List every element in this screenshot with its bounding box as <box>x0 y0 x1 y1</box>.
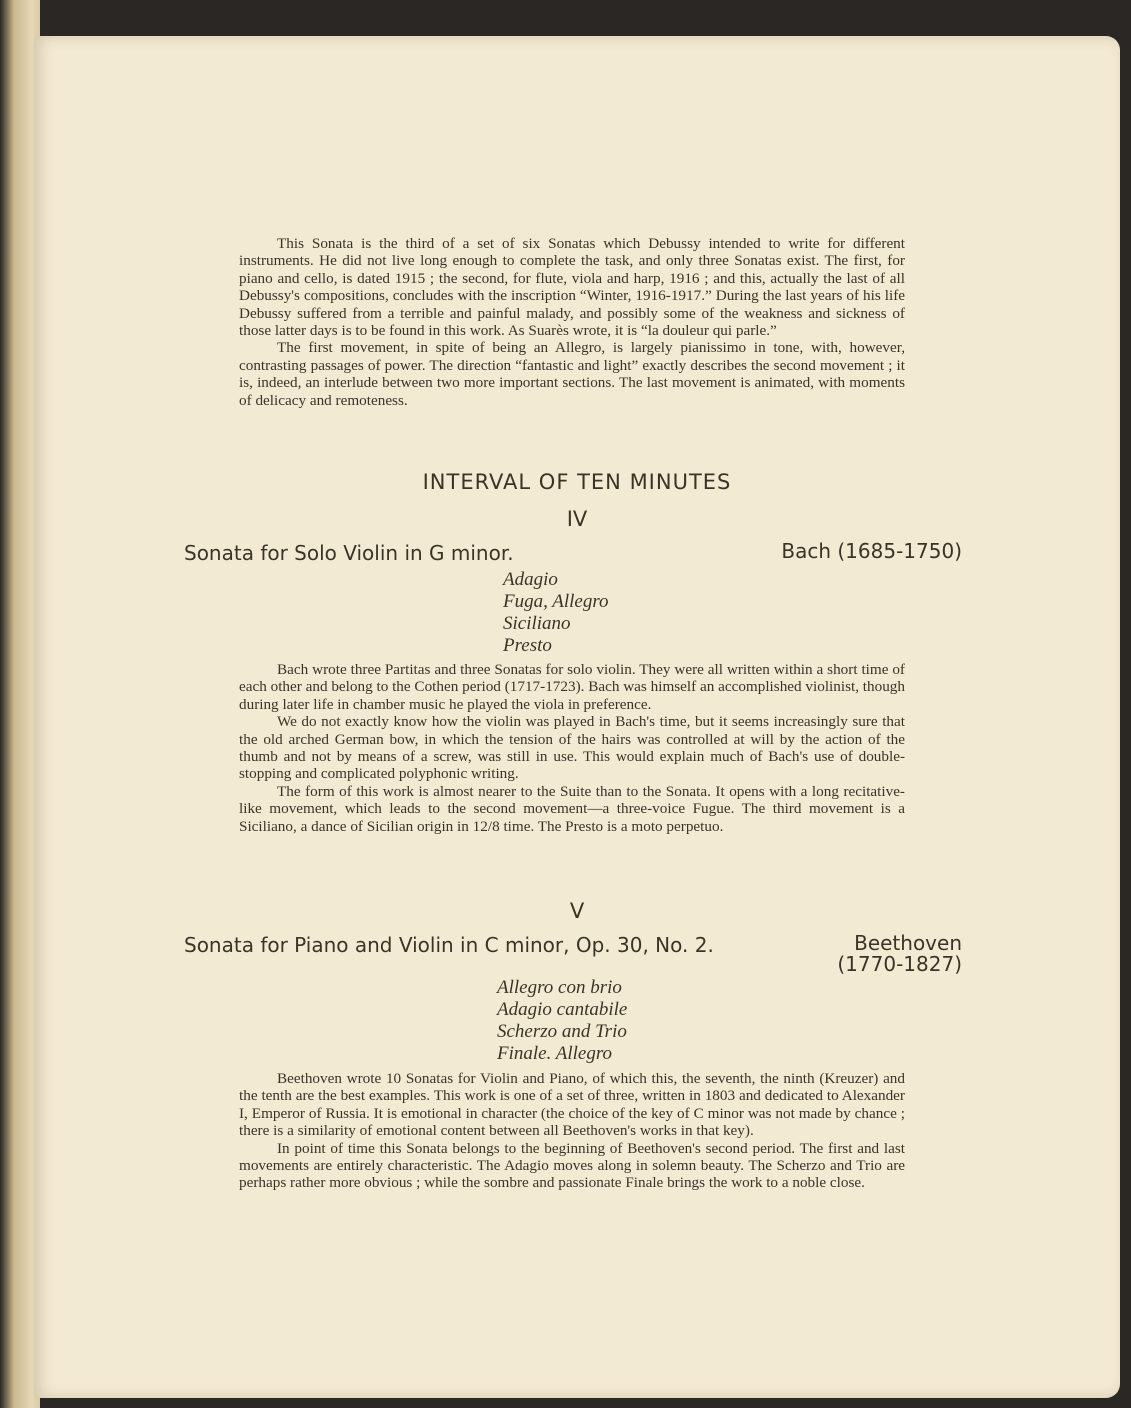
movement-item: Siciliano <box>503 613 571 634</box>
document-page <box>34 36 1120 1398</box>
interval-heading: INTERVAL OF TEN MINUTES <box>422 470 732 494</box>
movement-item: Adagio cantabile <box>497 999 628 1020</box>
paragraph: This Sonata is the third of a set of six Sonatas which Debussy intended to write for different instruments. He did not live long enough to complete the task, and only three Sonatas exist. The first, for piano and cello, is dated 1915 ; the second, for flute, viola and harp, 1916 ; and this, actually the last of all Debussy's compositions, concludes with the inscription “Winter, 1916-1917.” During the last years of his life Debussy suffered from a terrible and painful malady, and possibly some of the weakness and sickness of those latter days is to be found in this work. As Suarès wrote, it is “la douleur qui parle.” <box>239 235 905 340</box>
movement-item: Allegro con brio <box>497 977 622 998</box>
debussy-notes <box>239 235 905 409</box>
composer-dates: (1770-1827) <box>837 952 962 976</box>
section-v-composer <box>837 933 962 975</box>
paragraph: Bach wrote three Partitas and three Sonatas for solo violin. They were all written within a short time of each other and belong to the Cothen period (1717-1723). Bach was himself an accomplished violinist, though during later life in chamber music he played the viola in preference. <box>239 661 905 713</box>
movement-item: Fuga, Allegro <box>503 591 609 612</box>
paragraph: The form of this work is almost nearer to the Suite than to the Sonata. It opens with a long recitative-like movement, which leads to the second movement—a three-voice Fugue. The third movement is a Siciliano, a dance of Sicilian origin in 12/8 time. The Presto is a moto perpetuo. <box>239 782 905 835</box>
paragraph: We do not exactly know how the violin was played in Bach's time, but it seems increasingly sure that the old arched German bow, in which the tension of the hairs was controlled at will by the action of the thumb and not by means of a screw, was still in use. This would explain much of Bach's use of double-stopping and complicated polyphonic writing. <box>239 713 905 783</box>
movement-item: Adagio <box>503 569 558 590</box>
section-iv-composer: Bach (1685-1750) <box>781 539 962 563</box>
movement-item: Scherzo and Trio <box>497 1021 627 1042</box>
section-v-numeral: V <box>569 899 585 923</box>
section-v-notes <box>239 1070 905 1192</box>
movement-item: Presto <box>503 635 552 656</box>
composer-name: Beethoven <box>854 931 962 955</box>
section-v-title: Sonata for Piano and Violin in C minor, Op. 30, No. 2. <box>184 933 714 957</box>
section-iv-title: Sonata for Solo Violin in G minor. <box>184 541 514 565</box>
paragraph: The first movement, in spite of being an Allegro, is largely pianissimo in tone, with, however, contrasting passages of power. The direction “fantastic and light” exactly describes the second movement ; it is, indeed, an interlude between two more important sections. The last movement is animated, with moments of delicacy and remoteness. <box>239 339 905 409</box>
section-iv-notes <box>239 661 905 835</box>
paragraph: In point of time this Sonata belongs to the beginning of Beethoven's second period. The first and last movements are entirely characteristic. The Adagio moves along in solemn beauty. The Scherzo and Trio are perhaps rather more obvious ; while the sombre and passionate Finale brings the work to a noble close. <box>239 1139 905 1192</box>
section-iv-numeral: IV <box>566 507 588 531</box>
movement-item: Finale. Allegro <box>497 1043 613 1064</box>
paragraph: Beethoven wrote 10 Sonatas for Violin and Piano, of which this, the seventh, the ninth (Kreuzer) and the tenth are the best examples. This work is one of a set of three, written in 1803 and dedicated to Alexander I, Emperor of Russia. It is emotional in character (the choice of the key of C minor was not made by chance ; there is a similarity of emotional content between all Beethoven's works in that key). <box>239 1070 905 1140</box>
section-v-movements <box>497 977 627 1065</box>
section-iv-movements <box>503 569 609 657</box>
